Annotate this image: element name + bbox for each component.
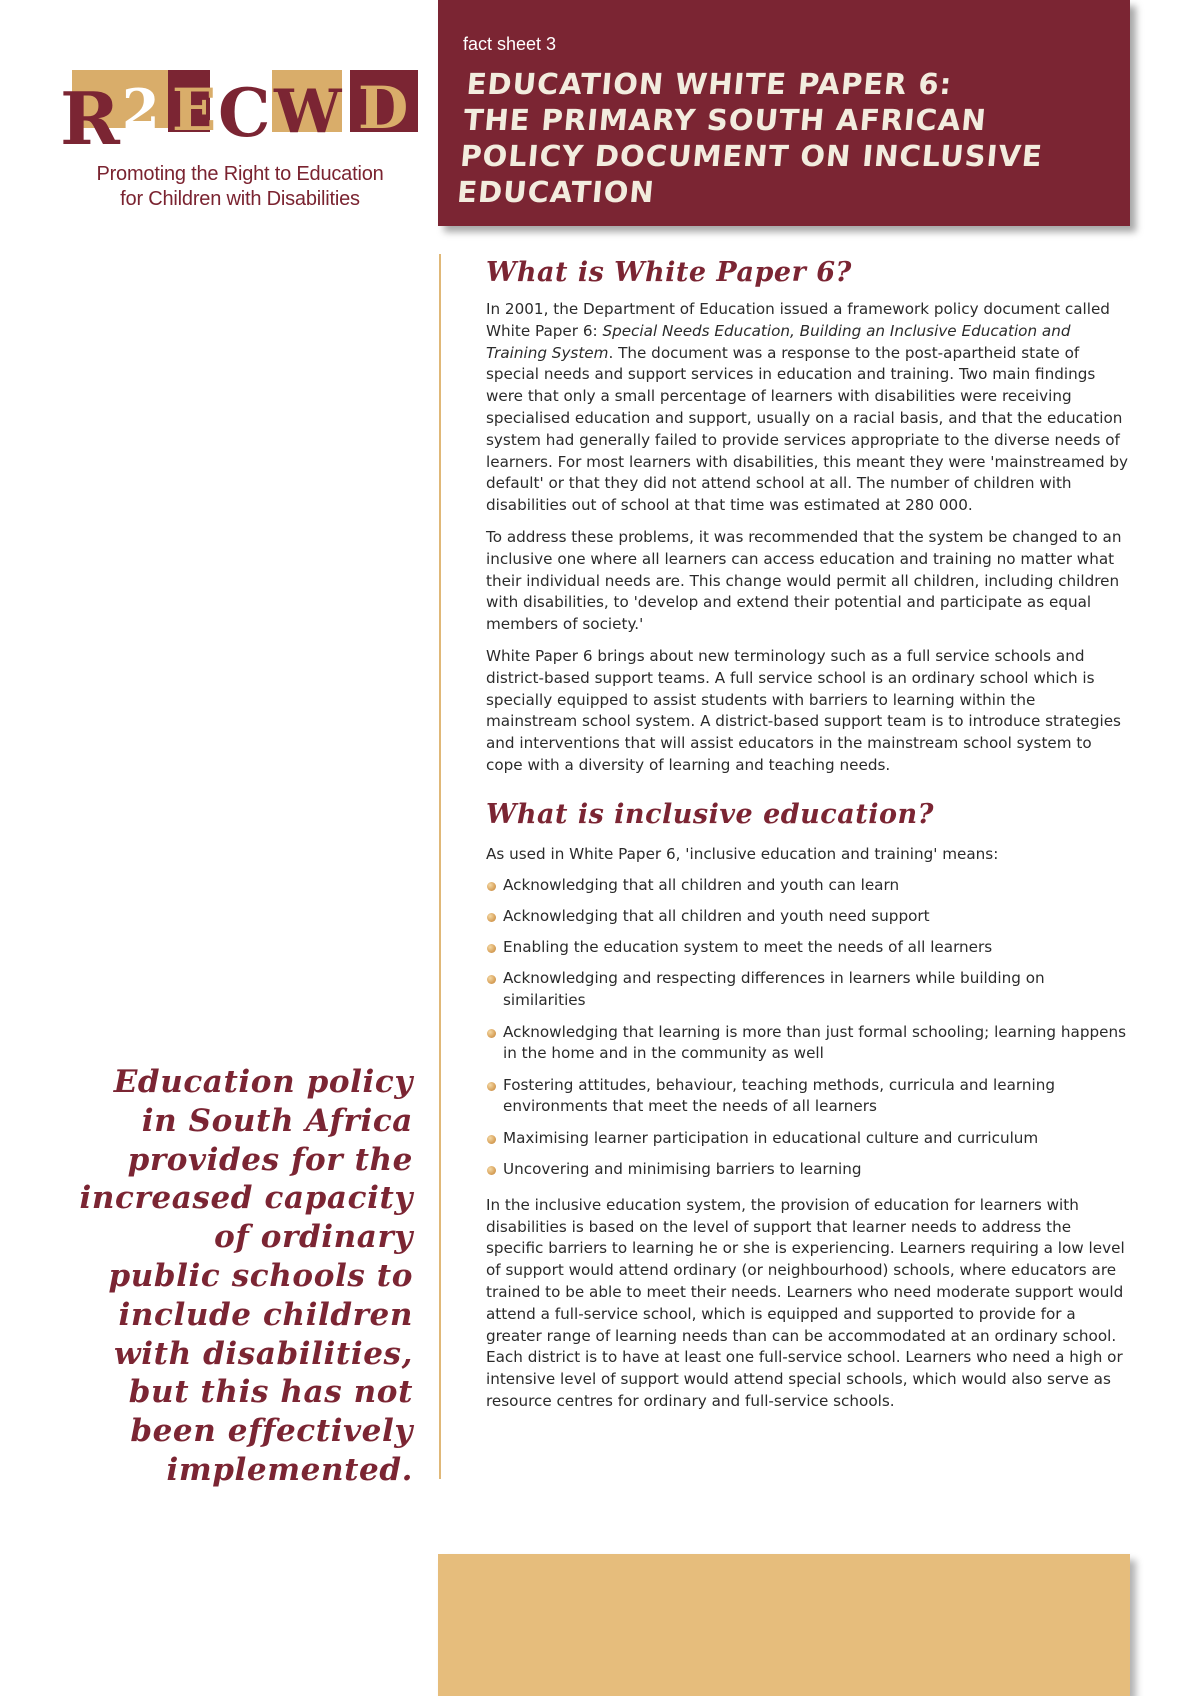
- list-item-text: Acknowledging that all children and youth can learn: [503, 875, 900, 894]
- logo-wordmark: [60, 70, 420, 150]
- list-item-text: Acknowledging and respecting differences in learners while building on similarities: [503, 969, 1045, 1010]
- column-divider: [439, 254, 441, 1479]
- footer-box: [438, 1554, 1130, 1696]
- list-item-text: Maximising learner participation in educational culture and curriculum: [503, 1128, 1039, 1147]
- list-item: [486, 1159, 1131, 1181]
- title-line: EDUCATION WHITE PAPER 6:: [465, 67, 954, 101]
- logo-letter-r: R: [60, 76, 120, 150]
- pull-quote-line: public schools to: [108, 1257, 413, 1294]
- list-item: [486, 937, 1131, 959]
- paragraph-problems: To address these problems, it was recommended that the system be changed to an inclusive one where all learners can access education and training no matter what their individual needs are. This change would permit all children, including children with disabilities, to 'develop and extend their potential and participate as equal members of society.': [486, 527, 1122, 634]
- title-line: THE PRIMARY SOUTH AFRICAN: [462, 103, 989, 137]
- logo-letter-d: D: [358, 74, 409, 142]
- pull-quote-line: but this has not: [128, 1374, 413, 1411]
- tagline-line-1: Promoting the Right to Education: [96, 163, 384, 185]
- bullet-icon: [487, 1082, 496, 1091]
- list-item-text: Uncovering and minimising barriers to learning: [503, 1160, 862, 1178]
- pull-quote-line: implemented.: [166, 1451, 413, 1488]
- title-line: EDUCATION: [455, 175, 657, 209]
- fact-sheet-label: fact sheet 3: [463, 34, 557, 54]
- paragraph-terminology: White Paper 6 brings about new terminology such as a full service schools and district-based support teams. A full service school is an ordinary school which is specially equipped to assist students with barriers to learning within the mainstream school system. A district-based support team is to introduce strategies and interventions that will assist educators in the mainstream school system to cope with a diversity of learning and teaching needs.: [486, 646, 1121, 774]
- pull-quote-line: with disabilities,: [114, 1335, 413, 1372]
- pull-quote: [40, 1063, 413, 1490]
- bullet-icon: [487, 1166, 496, 1175]
- list-item: [486, 1022, 1131, 1066]
- logo-letter-c: C: [218, 74, 271, 150]
- bullet-icon: [487, 1135, 496, 1144]
- bullet-icon: [487, 913, 496, 922]
- section-heading-white-paper: What is White Paper 6?: [486, 257, 852, 288]
- bullet-icon: [487, 882, 496, 891]
- logo-letter-e: E: [172, 76, 217, 144]
- list-item-text: Acknowledging that learning is more than just formal schooling; learning happens in the home and in the community as well: [503, 1022, 1126, 1063]
- bullet-icon: [487, 1029, 496, 1038]
- main-content: [486, 253, 1131, 1413]
- list-item: [486, 968, 1131, 1012]
- pull-quote-line: in South Africa: [141, 1102, 413, 1139]
- pull-quote-line: been effectively: [130, 1413, 413, 1450]
- list-item: [486, 1128, 1131, 1150]
- paragraph-intro: [486, 299, 1131, 517]
- list-item-text: Acknowledging that all children and youth need support: [503, 906, 930, 925]
- section-heading-inclusive: What is inclusive education?: [486, 798, 934, 830]
- document-title-italic: Special Needs Education, Building an Inclusive Education and Training System: [486, 321, 1071, 362]
- pull-quote-line: increased capacity: [79, 1180, 413, 1217]
- title-line: POLICY DOCUMENT ON INCLUSIVE: [458, 139, 1045, 173]
- paragraph-intro-text: In 2001, the Department of Education issued a framework policy document called White Paper 6:: [486, 300, 1110, 340]
- paragraph-support-levels: In the inclusive education system, the provision of education for learners with disabilities is based on the level of support that learner needs to address the specific barriers to learning he or she is experiencing. Learners requiring a low level of support would attend ordinary (or neighbourhood) schools, where educators are trained to be able to meet their needs. Learners who need moderate support would attend a full-service school, which is equipped and supported to provide for a greater range of learning needs than can be accommodated at an ordinary school. Each district is to have at least one full-service school. Learners who need a high or intensive level of support would attend special schools, which would also serve as resource centres for ordinary and full-service schools.: [486, 1195, 1125, 1410]
- pull-quote-line: of ordinary: [214, 1219, 413, 1256]
- list-item-text: Enabling the education system to meet the needs of all learners: [503, 938, 993, 957]
- bullet-icon: [487, 944, 496, 953]
- logo-letter-w: W: [274, 77, 342, 147]
- list-item: [486, 875, 1131, 897]
- page-title: [456, 66, 1109, 210]
- pull-quote-line: include children: [118, 1296, 413, 1333]
- bullet-icon: [487, 975, 496, 984]
- paragraph-intro-text-cont: . The document was a response to the post-apartheid state of special needs and support services in education and training. Two main findings were that only a small percentage of learners with disabilities were receiving specialised education and support, usually on a racial basis, and that the education system had generally failed to provide services appropriate to the diverse needs of learners. For most learners with disabilities, this meant they were 'mainstreamed by default' or that they did not attend school at all. The number of children with disabilities out of school at that time was estimated at 280 000.: [486, 343, 1129, 515]
- list-item: [486, 906, 1131, 928]
- logo-letter-2: 2: [122, 77, 160, 141]
- definition-list: [486, 875, 1131, 1181]
- pull-quote-line: Education policy: [113, 1064, 413, 1100]
- list-item-text: Fostering attitudes, behaviour, teaching methods, curricula and learning environments that meet the needs of all learners: [503, 1075, 1055, 1116]
- list-item: [486, 1075, 1131, 1119]
- pull-quote-line: provides for the: [127, 1141, 413, 1178]
- logo: [60, 70, 420, 220]
- logo-tagline: [60, 162, 420, 212]
- tagline-line-2: for Children with Disabilities: [120, 188, 360, 210]
- paragraph-definition-intro: As used in White Paper 6, 'inclusive education and training' means:: [486, 844, 999, 863]
